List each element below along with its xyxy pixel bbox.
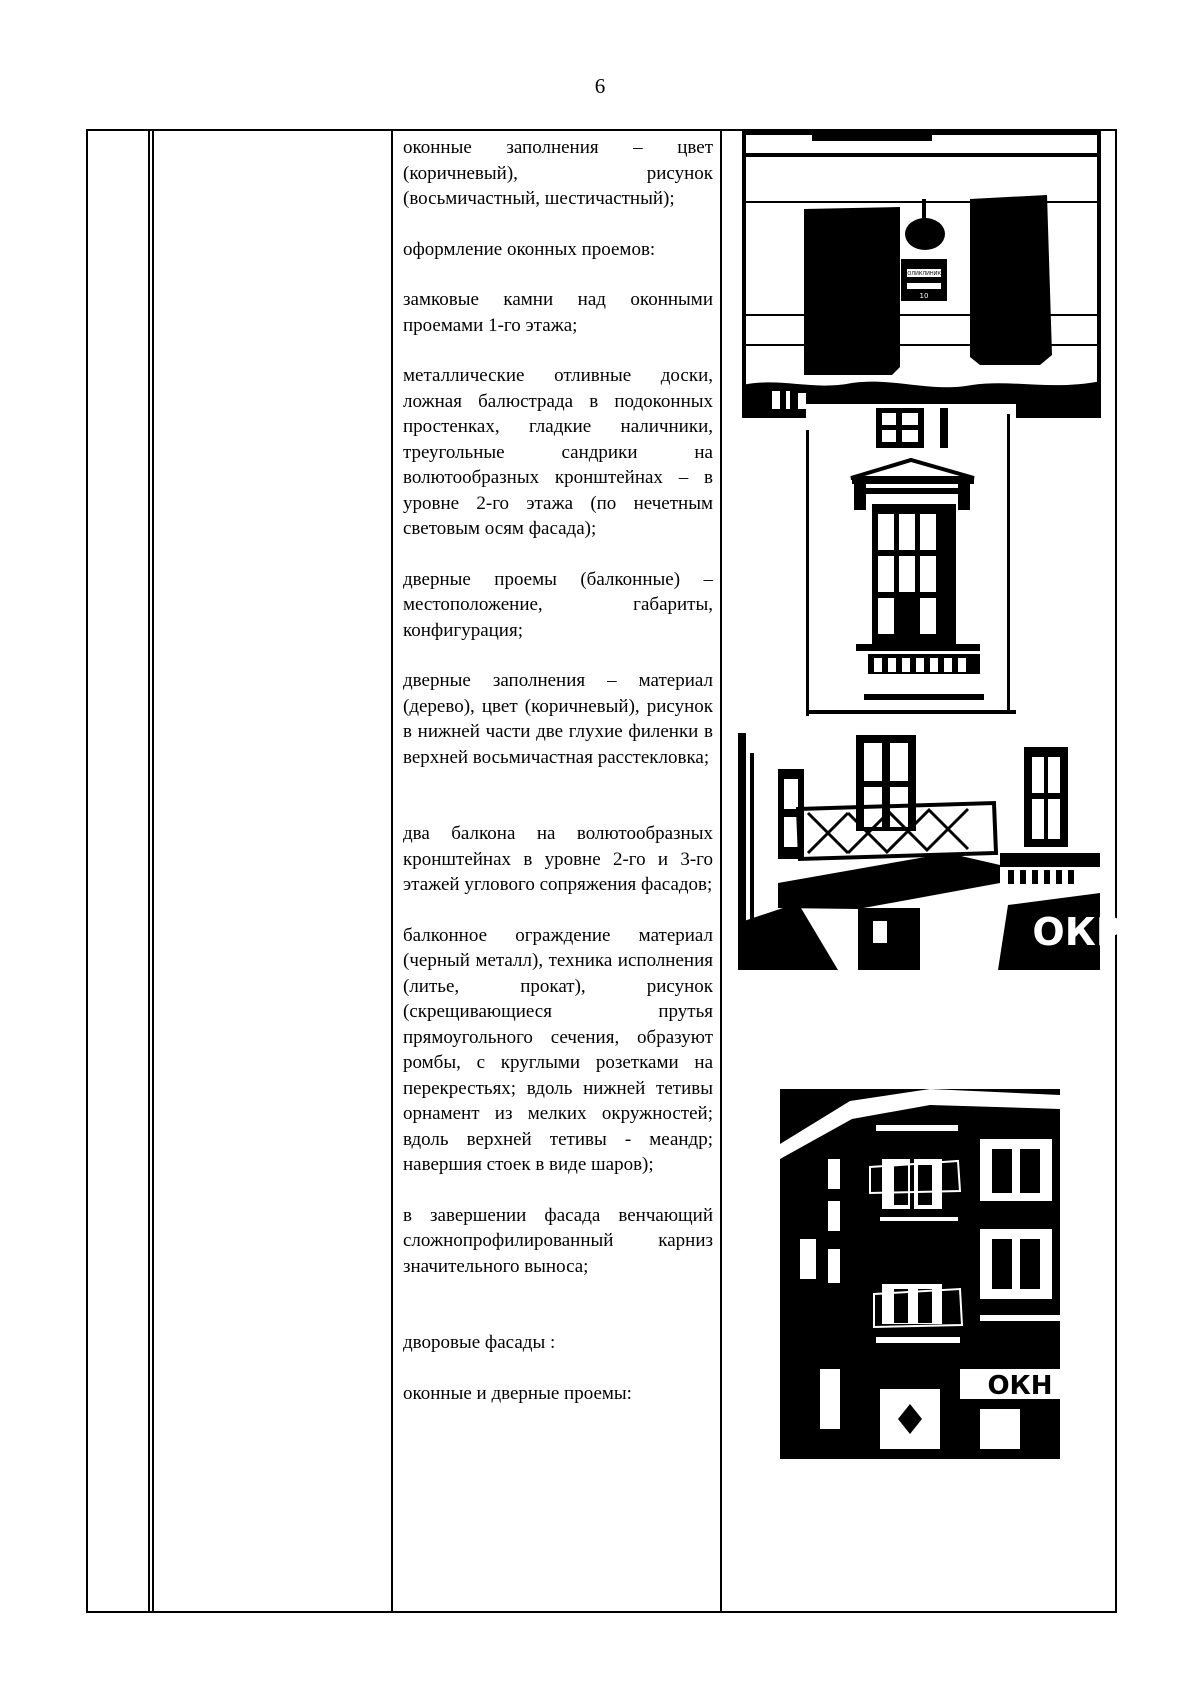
shop-sign-1: ОКР — [1032, 910, 1124, 954]
photo-building-corner — [780, 1089, 1060, 1459]
column-divider — [391, 131, 393, 1611]
photo-second-floor-window — [806, 404, 1016, 716]
paragraph-balcony-railing: балконное ограждение материал (черный металл), техника исполнения (литье, прокат), рисунок (скрещивающиеся прутья прямоугольного сечения, образуют ромбы, с круглыми розетками на перекрестьях; вдоль нижней тетивы орнамент из мелких окружностей; вдоль верхней тетивы - меандр; навершия стоек в виде шаров); — [403, 924, 713, 1175]
photo-ground-floor-windows — [742, 129, 1101, 418]
paragraph-window-door-openings: оконные и дверные проемы: — [403, 1382, 632, 1404]
content-table — [86, 129, 1124, 1613]
shop-sign-2: ОКН — [987, 1371, 1053, 1401]
paragraph-door-fillings: дверные заполнения – материал (дерево), цвет (коричневый), рисунок в нижней части две глухие филенки в верхней восьмичастная расстекловка; — [403, 670, 713, 768]
paragraph-balconies: два балкона на волютообразных кронштейнах в уровне 2-го и 3-го этажей углового сопряжения фасадов; — [403, 823, 713, 895]
paragraph-second-floor-decor: металлические отливные доски, ложная балюстрада в подоконных простенках, гладкие наличники, треугольные сандрики на волютообразных кронштейнах – в уровне 2-го этажа (по нечетным световым осям фасада); — [403, 365, 713, 539]
sign-text: ПОЛИКЛИНИКА — [903, 271, 945, 277]
paragraph-courtyard-facades: дворовые фасады : — [403, 1332, 556, 1353]
photo-corner-balcony — [738, 733, 1124, 970]
description-column — [403, 133, 713, 1406]
paragraph-window-design: оформление оконных проемов: — [403, 238, 656, 260]
column-divider — [148, 131, 150, 1611]
paragraph-balcony-doors: дверные проемы (балконные) – местоположение, габариты, конфигурация; — [403, 568, 713, 641]
sign-number: 10 — [919, 292, 929, 300]
paragraph-window-fillings: оконные заполнения – цвет (коричневый), рисунок (восьмичастный, шестичастный); — [403, 137, 713, 209]
paragraph-cornice: в завершении фасада венчающий сложнопрофилированный карниз значительного выноса; — [403, 1204, 713, 1277]
column-divider — [720, 131, 722, 1611]
paragraph-keystones: замковые камни над оконными проемами 1-го этажа; — [403, 289, 713, 336]
column-divider — [152, 131, 154, 1611]
page-number: 6 — [594, 74, 606, 98]
